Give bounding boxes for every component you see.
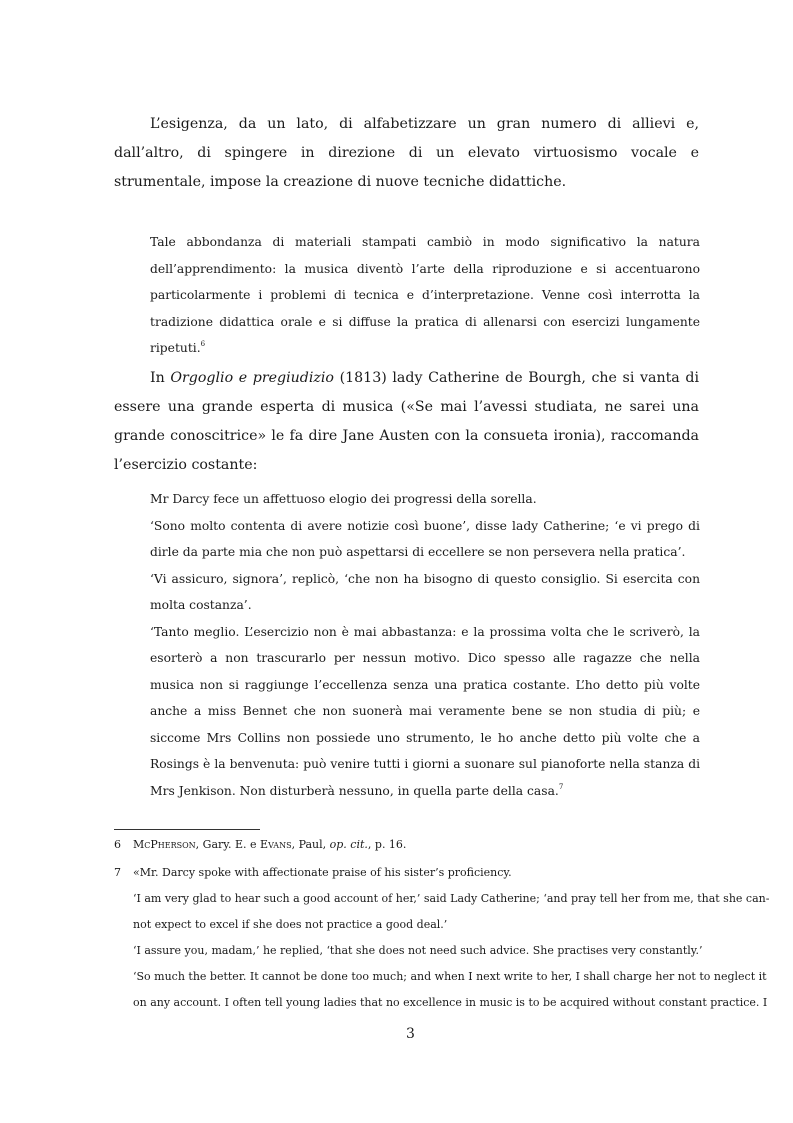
footnote-number: 6 bbox=[114, 838, 121, 851]
footnote-line: not expect to excel if she does not practice a good deal.’ bbox=[133, 918, 448, 931]
quote-line: ‘Sono molto contenta di avere notizie così buone’, disse lady Catherine; ‘e vi prego di dirle da parte mia che non può aspettarsi di eccellere se non persevera nella pratica’. bbox=[150, 518, 700, 559]
paragraph-2: In Orgoglio e pregiudizio (1813) lady Catherine de Bourgh, che si vanta di essere una grande esperta di musica («Se mai l’avessi studiata, ne sarei una grande conoscitrice» le fa dire Jane Austen con la consueta ironia), raccomanda l’esercizio costante: bbox=[114, 370, 700, 473]
footnote-separator bbox=[114, 829, 260, 830]
block-quote-1-text: Tale abbondanza di materiali stampati cambiò in modo significativo la natura dell’apprendimento: la musica diventò l’arte della riproduzione e si accentuarono particolarmente i problemi di tecnica e d’interpretazione. Venne così interrotta la tradizione didattica orale e si diffuse la pratica di allenarsi con esercizi lungamente ripetuti.$^6$ bbox=[150, 235, 700, 355]
quote-line: ‘Vi assicuro, signora’, replicò, ‘che non ha bisogno di questo consiglio. Si esercita con molta costanza’. bbox=[150, 571, 700, 612]
footnote-line: ‘I am very glad to hear such a good account of her,’ said Lady Catherine; ‘and pray tell her from me, that she can- bbox=[133, 892, 770, 905]
footnote-text: McPherson, Gary. E. e Evans, Paul, op. cit., p. 16. bbox=[133, 838, 407, 851]
block-quote-1 bbox=[150, 229, 700, 362]
quote-line: ‘Tanto meglio. L’esercizio non è mai abbastanza: e la prossima volta che le scriverò, la esorterò a non trascurarlo per nessun motivo. Dico spesso alle ragazze che nella musica non si raggiunge l’eccellenza senza una pratica costante. L’ho detto più volte anche a miss Bennet che non suonerà mai veramente bene se non studia di più; e siccome Mrs Collins non possiede uno strumento, le ho anche detto più volte che a Rosings è la benvenuta: può venire tutti i giorni a suonare sul pianoforte nella stanza di Mrs Jenkison. Non disturberà nessuno, in quella parte della casa.$^7$ bbox=[150, 624, 700, 798]
footnote-line: ‘So much the better. It cannot be done too much; and when I next write to her, I shall charge her not to neglect it bbox=[133, 970, 767, 983]
footnote-line: «Mr. Darcy spoke with affectionate praise of his sister’s proficiency. bbox=[133, 866, 512, 879]
footnote-number: 7 bbox=[114, 866, 121, 879]
footnote-6 bbox=[114, 832, 700, 858]
footnote-line: on any account. I often tell young ladies that no excellence in music is to be acquired without constant practice. I bbox=[133, 996, 768, 1009]
footnote-ref-6[interactable]: 6 bbox=[200, 340, 206, 348]
footnote-text bbox=[133, 860, 770, 1016]
book-title: Orgoglio e pregiudizio bbox=[170, 370, 334, 386]
author-name: Evans bbox=[260, 838, 292, 851]
footnote-ref-7[interactable]: 7 bbox=[558, 782, 564, 791]
author-name: McPherson bbox=[133, 838, 196, 851]
page-number: 3 bbox=[406, 1026, 415, 1042]
quote-line: Mr Darcy fece un affettuoso elogio dei progressi della sorella. bbox=[150, 492, 537, 506]
paragraph-1: L’esigenza, da un lato, di alfabetizzare un gran numero di allievi e, dall’altro, di spingere in direzione di un elevato virtuosismo vocale e strumentale, impose la creazione di nuove tecniche didattiche. bbox=[114, 116, 699, 190]
footnote-line: ‘I assure you, madam,’ he replied, ‘that she does not need such advice. She practises very constantly.’ bbox=[133, 944, 703, 957]
footnote-7 bbox=[114, 860, 770, 1016]
block-quote-2 bbox=[150, 486, 700, 804]
